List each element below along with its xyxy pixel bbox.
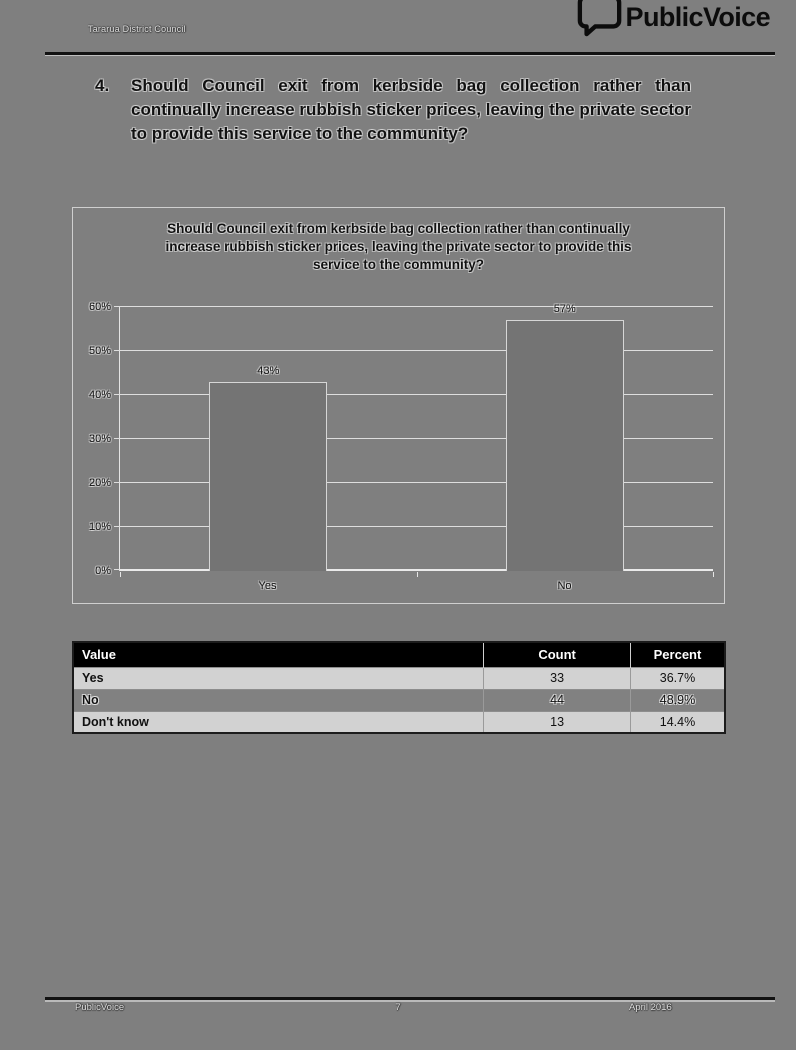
- x-axis-tick: [120, 572, 121, 577]
- cell-percent: [630, 689, 725, 711]
- table-header-row: [73, 642, 725, 667]
- x-axis-tick: [713, 572, 714, 577]
- cell-percent-text: 36.7%: [659, 671, 696, 685]
- bar-yes: [209, 307, 327, 571]
- header-percent: Percent: [630, 642, 725, 667]
- y-axis-tick-label: 30%: [88, 433, 111, 445]
- bar-value-label: 57%: [553, 303, 576, 316]
- y-axis-tick-label: 40%: [88, 389, 111, 401]
- y-axis: [75, 301, 115, 577]
- question-heading: [95, 74, 702, 146]
- footer-brand: PublicVoice: [75, 1002, 125, 1013]
- cell-count: [484, 711, 631, 733]
- header-count: Count: [484, 642, 631, 667]
- bar-value-label: 43%: [257, 364, 280, 377]
- cell-count: [484, 689, 631, 711]
- bar-no: [506, 303, 624, 571]
- cell-percent: [630, 667, 725, 689]
- cell-value-text: Yes: [82, 671, 104, 685]
- x-axis-labels: [119, 580, 713, 596]
- table-row: [73, 689, 725, 711]
- chart-title: Should Council exit from kerbside bag collection rather than continually increase rubbish sticker prices, leaving the private sector to provide this service to the community?: [165, 221, 632, 272]
- cell-value: [73, 689, 484, 711]
- question-number: 4.: [95, 76, 110, 95]
- cell-value-text: No: [82, 693, 99, 707]
- y-axis-tick-label: 0%: [95, 565, 111, 577]
- bar-chart: [72, 207, 725, 604]
- y-axis-tick-label: 20%: [88, 477, 111, 489]
- cell-count: [484, 667, 631, 689]
- cell-percent-text: 14.4%: [659, 714, 696, 729]
- bar-rect-yes: [209, 382, 327, 571]
- cell-count-text: 44: [550, 693, 565, 707]
- cell-count-text: 33: [550, 671, 565, 685]
- y-axis-tick-label: 10%: [88, 521, 111, 533]
- header-value: Value: [73, 642, 484, 667]
- x-axis-label-yes: Yes: [258, 580, 277, 592]
- x-axis-label-no: No: [557, 580, 572, 592]
- y-axis-tick-label: 50%: [88, 345, 111, 357]
- council-name: Tararua District Council: [88, 24, 186, 34]
- cell-percent-text: 48.9%: [659, 693, 696, 707]
- table-row: [73, 667, 725, 689]
- footer-divider: [45, 997, 775, 1000]
- cell-value: [73, 711, 484, 733]
- x-axis-tick: [417, 572, 418, 577]
- plot-area: [119, 303, 713, 571]
- cell-count-text: 13: [550, 714, 565, 729]
- logo-text: PublicVoice: [625, 1, 770, 32]
- cell-percent: [630, 711, 725, 733]
- results-table: [72, 641, 726, 734]
- publicvoice-logo: [577, 0, 770, 42]
- table-row: [73, 711, 725, 733]
- cell-value: [73, 667, 484, 689]
- footer-date: April 2016: [629, 1002, 672, 1013]
- header-divider: [45, 52, 775, 55]
- cell-value-text: Don't know: [82, 714, 149, 729]
- question-text: Should Council exit from kerbside bag collection rather than continually increase rubbish sticker prices, leaving the private sector to provide this service to the community?: [131, 76, 691, 143]
- bar-rect-no: [506, 320, 624, 571]
- speech-bubble-icon: [577, 0, 623, 42]
- footer-page-number: 7: [395, 1002, 401, 1013]
- y-axis-tick-label: 60%: [88, 301, 111, 313]
